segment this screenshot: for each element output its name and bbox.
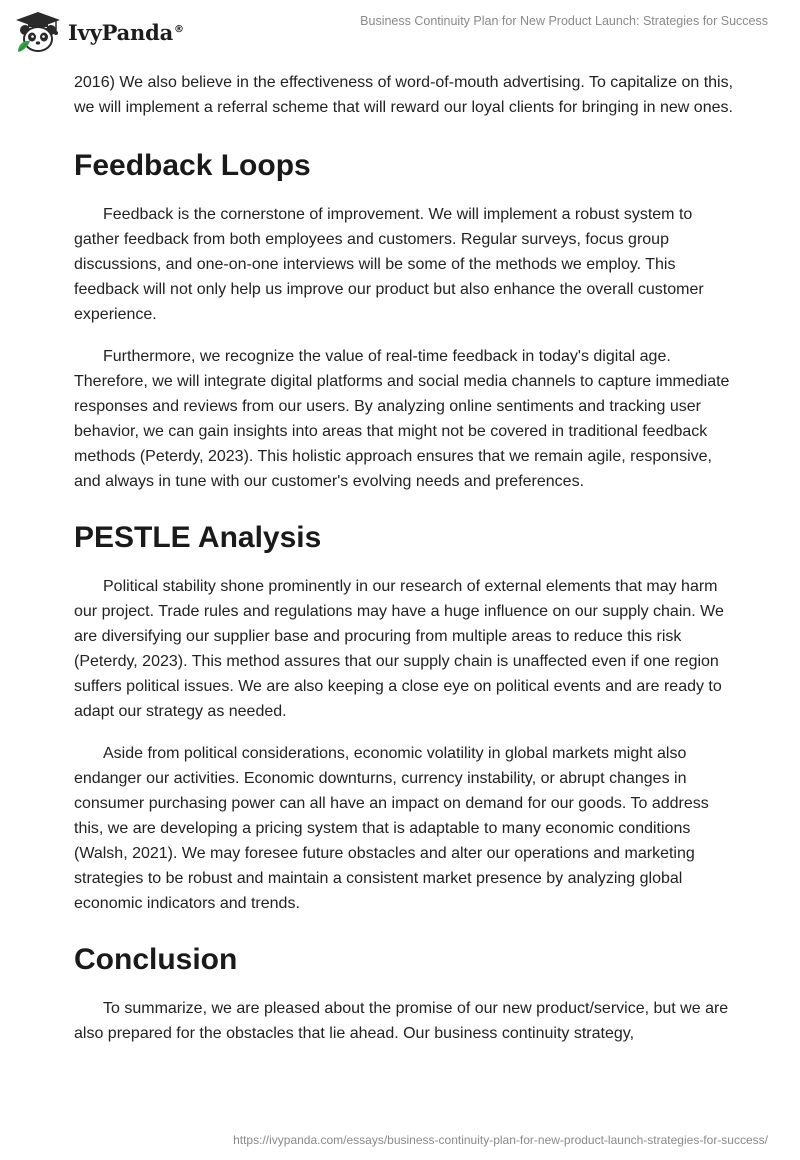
conclusion-paragraph-1: To summarize, we are pleased about the promise of our new product/service, but we are also prepared for the obstacles that lie ahead. Our business continuity strategy, xyxy=(74,1000,729,1042)
pestle-paragraph-1: Political stability shone prominently in our research of external elements that may harm our project. Trade rules and regulations may have a huge influence on our supply chain. We are diversifying our supplier base and procuring from multiple areas to reduce this risk (Peterdy, 2023). This method assures that our supply chain is unaffected even if one region suffers political issues. We are also keeping a close eye on political events and are ready to adapt our strategy as needed. xyxy=(74,578,724,720)
essay-body xyxy=(74,70,734,1063)
registered-mark: ® xyxy=(174,23,184,35)
ivypanda-logo[interactable] xyxy=(14,8,184,56)
heading-feedback-loops: Feedback Loops xyxy=(74,149,311,182)
panda-graduation-cap-icon xyxy=(14,10,62,54)
logo-wordmark: IvyPanda® xyxy=(68,19,184,45)
pestle-paragraph-2: Aside from political considerations, economic volatility in global markets might also endanger our activities. Economic downturns, currency instability, or abrupt changes in consumer purchasing power can all have an impact on demand for our goods. To address this, we are developing a pricing system that is adaptable to many economic conditions (Walsh, 2021). We may foresee future obstacles and alter our operations and marketing strategies to be robust and maintain a consistent market presence by analyzing global economic indicators and trends. xyxy=(74,745,709,912)
feedback-paragraph-2: Furthermore, we recognize the value of real-time feedback in today's digital age. Therefore, we will integrate digital platforms and social media channels to capture immediate responses and reviews from our users. By analyzing online sentiments and tracking user behavior, we can gain insights into areas that might not be covered in traditional feedback methods (Peterdy, 2023). This holistic approach ensures that we remain agile, responsive, and always in tune with our customer's evolving needs and preferences. xyxy=(74,348,730,490)
heading-conclusion: Conclusion xyxy=(74,943,238,976)
document-title: Business Continuity Plan for New Product Launch: Strategies for Success xyxy=(360,14,768,28)
intro-paragraph: 2016) We also believe in the effectiveness of word-of-mouth advertising. To capitalize on this, we will implement a referral scheme that will reward our loyal clients for bringing in new ones. xyxy=(74,74,734,116)
heading-pestle-analysis: PESTLE Analysis xyxy=(74,521,322,554)
feedback-paragraph-1: Feedback is the cornerstone of improvement. We will implement a robust system to gather feedback from both employees and customers. Regular surveys, focus group discussions, and one-on-one interviews will be some of the methods we employ. This feedback will not only help us improve our product but also enhance the overall customer experience. xyxy=(74,206,704,323)
source-url-link[interactable]: https://ivypanda.com/essays/business-continuity-plan-for-new-product-launch-strategies-for-success/ xyxy=(233,1133,768,1147)
page-header xyxy=(0,0,800,64)
